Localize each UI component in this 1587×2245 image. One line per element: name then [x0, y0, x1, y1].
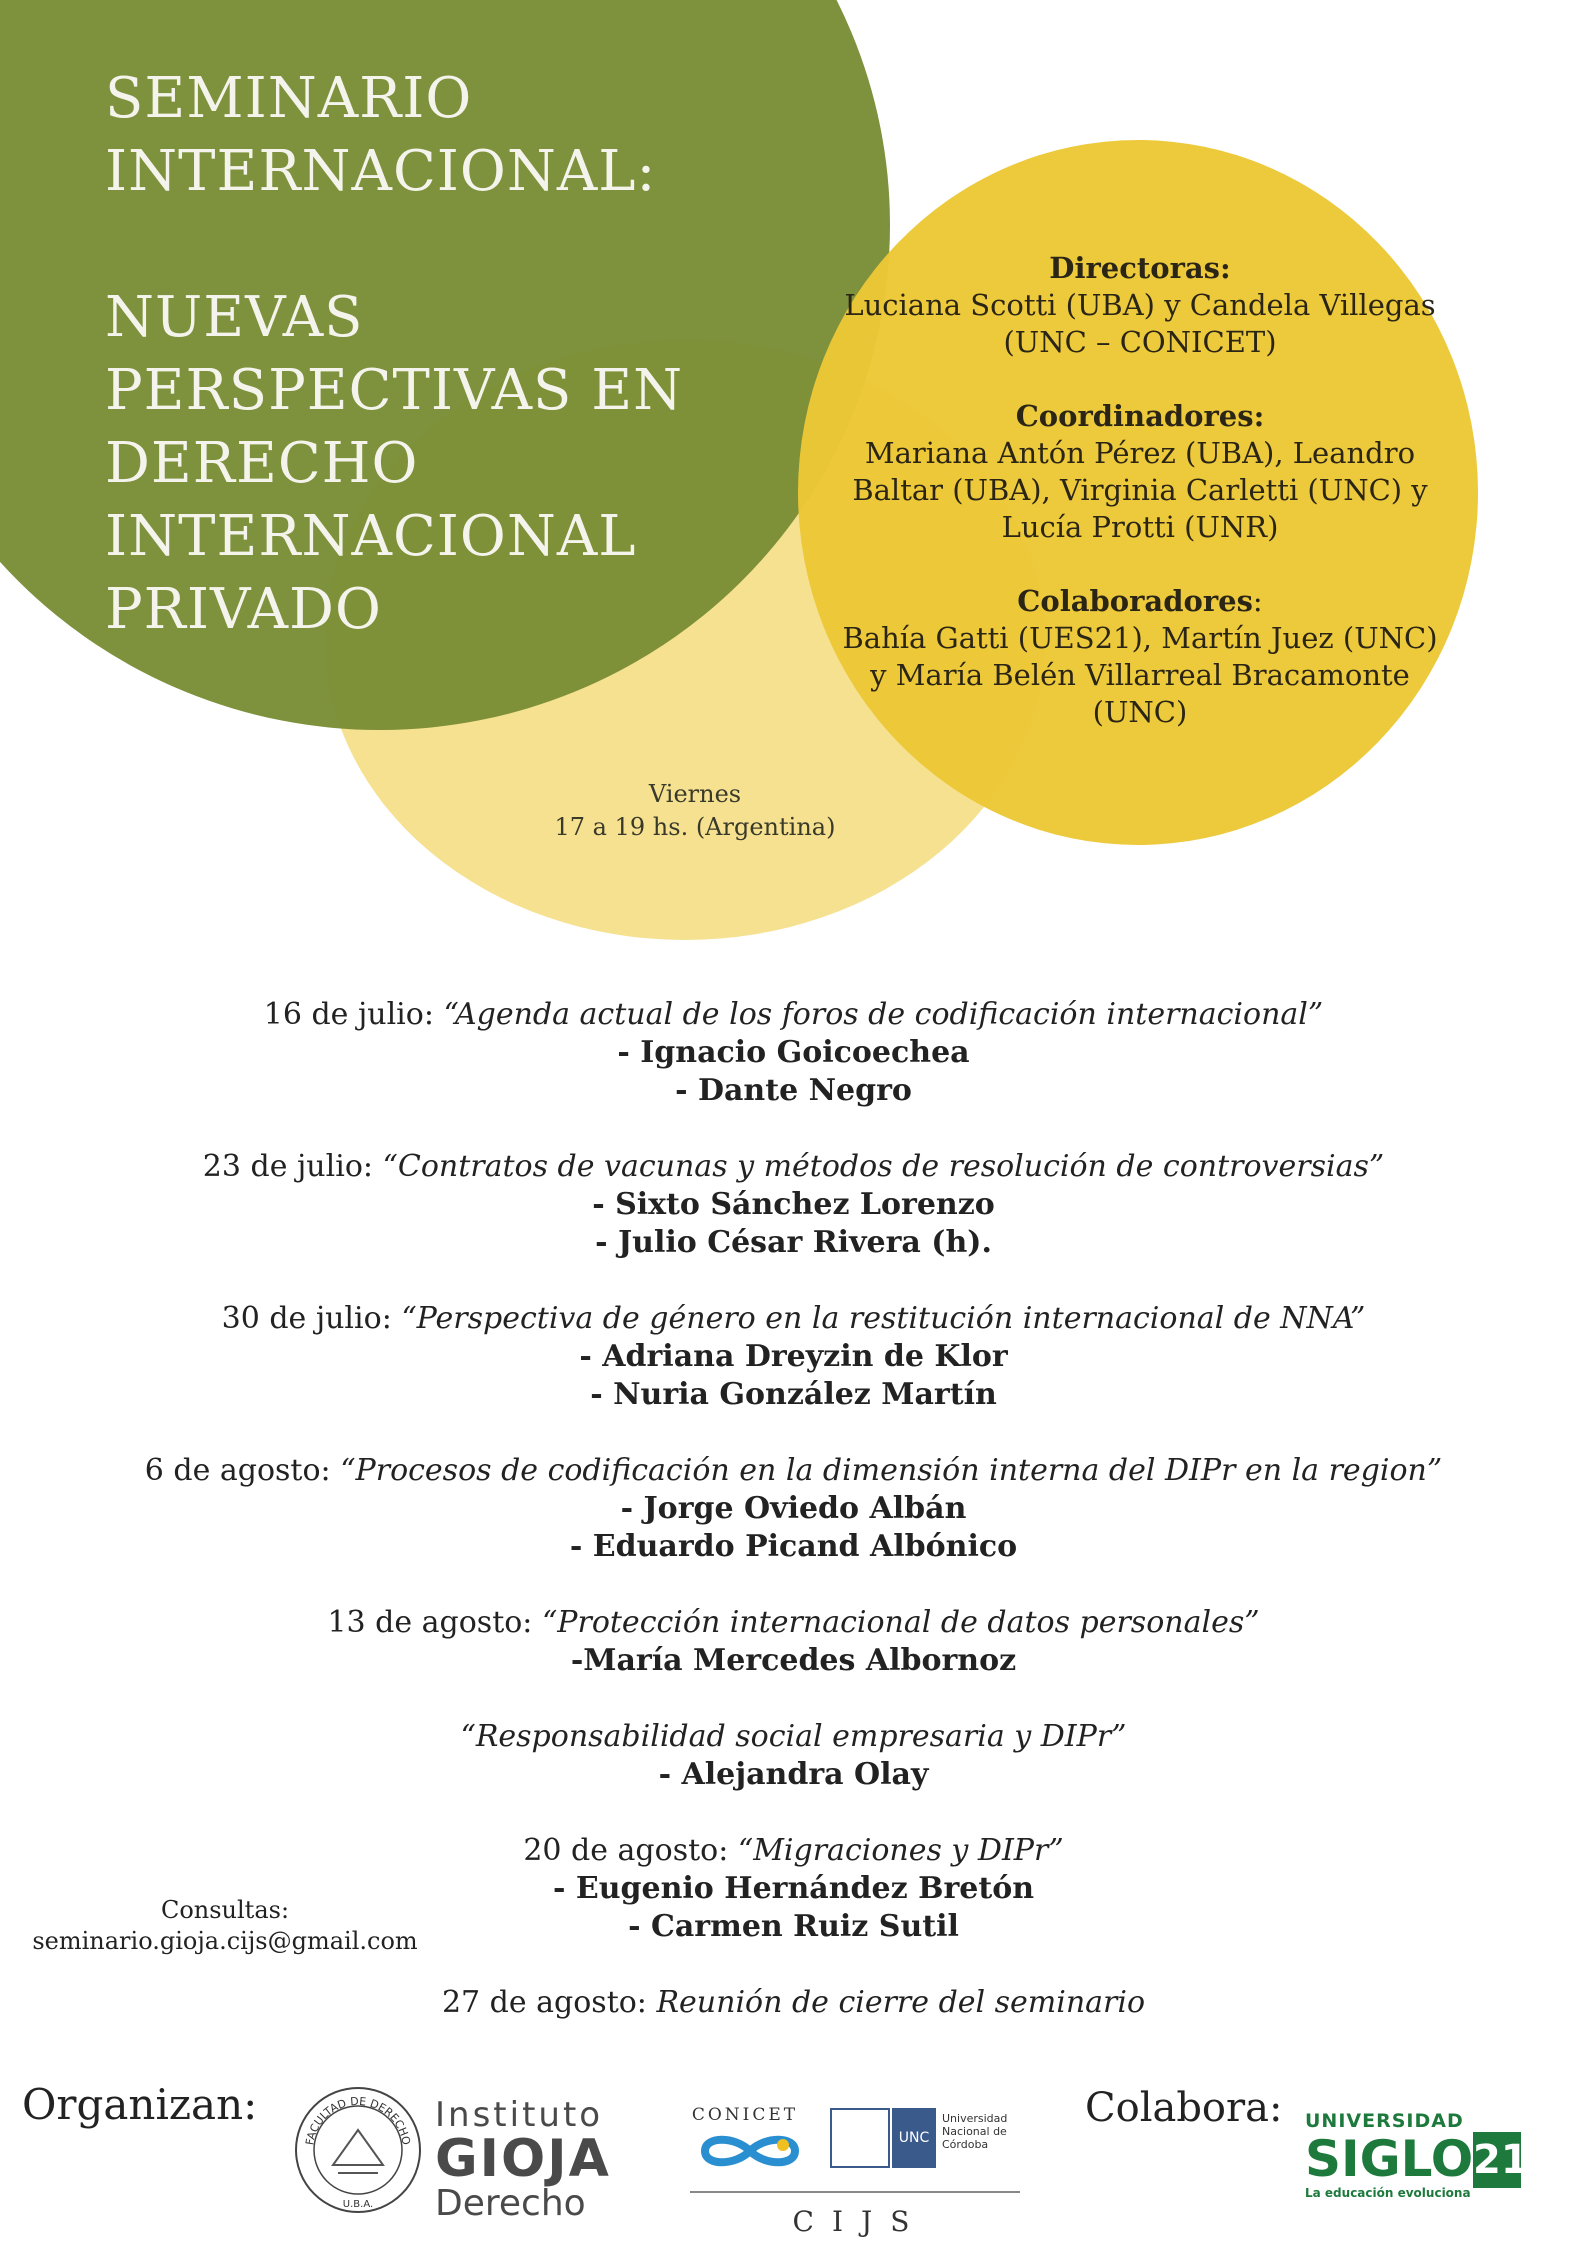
collaborators-colon: : [1252, 584, 1263, 618]
coordinators-text: Lucía Protti (UNR) [1001, 510, 1279, 544]
siglo-line1: UNIVERSIDAD [1305, 2110, 1464, 2132]
session-speaker: - Sixto Sánchez Lorenzo [592, 1187, 995, 1222]
title-line: INTERNACIONAL: [105, 139, 657, 204]
session-topic: Reunión de cierre del seminario [656, 1985, 1146, 2020]
siglo21-logo [1305, 2110, 1535, 2220]
session-topic: “Contratos de vacunas y métodos de resolución de controversias” [382, 1149, 1385, 1184]
session-item [0, 1604, 1587, 1680]
session-date: 16 de julio: [263, 997, 444, 1032]
session-date: 30 de julio: [221, 1301, 402, 1336]
session-date: 20 de agosto: [523, 1833, 738, 1868]
coordinators-heading: Coordinadores: [1015, 399, 1265, 433]
session-speaker: - Adriana Dreyzin de Klor [579, 1339, 1008, 1374]
schedule-info [545, 778, 845, 844]
directors-heading: Directoras: [1049, 251, 1231, 285]
session-date: 27 de agosto: [441, 1985, 657, 2020]
session-topic: “Responsabilidad social empresaria y DIPr” [460, 1719, 1127, 1754]
title-line: SEMINARIO [105, 66, 473, 131]
session-item [0, 1300, 1587, 1414]
session-topic: “Protección internacional de datos personales” [541, 1605, 1260, 1640]
session-item [0, 1148, 1587, 1262]
directors-text: Luciana Scotti (UBA) y Candela Villegas [844, 288, 1436, 322]
seal-bottom-text: U.B.A. [342, 2199, 374, 2210]
session-speaker: - Carmen Ruiz Sutil [628, 1909, 959, 1944]
session-date: 23 de julio: [202, 1149, 383, 1184]
unc-logo [830, 2108, 1030, 2168]
collaborator-label: Colabora: [1085, 2085, 1283, 2131]
session-topic: “Perspectiva de género en la restitución internacional de NNA” [401, 1301, 1366, 1336]
directors-block [840, 250, 1440, 361]
schedule-time: 17 a 19 hs. (Argentina) [554, 813, 836, 841]
session-item [0, 1452, 1587, 1566]
divider [690, 2191, 1020, 2193]
session-item [0, 1984, 1587, 2022]
collaborators-block [840, 583, 1440, 731]
session-speaker: - Dante Negro [675, 1073, 912, 1108]
session-speaker: - Jorge Oviedo Albán [620, 1491, 967, 1526]
session-speaker: -María Mercedes Albornoz [570, 1643, 1017, 1678]
title-line: INTERNACIONAL [105, 504, 637, 569]
session-heading [0, 1984, 1587, 2022]
contact-label: Consultas: [160, 1896, 290, 1924]
session-heading [0, 1148, 1587, 1186]
conicet-infinity-icon [695, 2131, 805, 2171]
session-heading [0, 1604, 1587, 1642]
team-credits [840, 250, 1440, 768]
seminar-title [105, 62, 745, 646]
session-date: 6 de agosto: [144, 1453, 341, 1488]
seal-text: FACULTAD DE DERECHO [303, 2094, 413, 2147]
session-speaker: - Julio César Rivera (h). [595, 1225, 992, 1260]
conicet-unc-cijs-logos [690, 2105, 1030, 2240]
session-topic: “Agenda actual de los foros de codificación internacional” [443, 997, 1324, 1032]
title-line: PERSPECTIVAS EN [105, 358, 684, 423]
gioja-line3: Derecho [435, 2183, 586, 2224]
session-heading [0, 996, 1587, 1034]
session-heading [0, 1300, 1587, 1338]
gioja-institute-logo [435, 2097, 625, 2223]
directors-text: (UNC – CONICET) [1003, 325, 1277, 359]
contact-info [15, 1895, 435, 1957]
unc-shield-icon [830, 2108, 890, 2168]
cijs-label: CIJS [792, 2205, 928, 2238]
session-speaker: - Alejandra Olay [658, 1757, 929, 1792]
session-speaker: - Eduardo Picand Albónico [569, 1529, 1018, 1564]
collaborators-text: (UNC) [1092, 695, 1188, 729]
siglo-tagline: La educación evoluciona [1305, 2186, 1471, 2200]
coordinators-block [840, 398, 1440, 546]
uba-law-seal-logo [293, 2085, 423, 2215]
coordinators-text: Mariana Antón Pérez (UBA), Leandro [864, 436, 1416, 470]
siglo-line2: SIGLO [1305, 2130, 1474, 2188]
session-item [0, 1718, 1587, 1794]
session-speaker: - Nuria González Martín [590, 1377, 997, 1412]
collaborators-text: Bahía Gatti (UES21), Martín Juez (UNC) [842, 621, 1438, 655]
session-item [0, 996, 1587, 1110]
unc-text: Universidad Nacional de Córdoba [942, 2112, 1008, 2151]
session-heading [0, 1452, 1587, 1490]
gioja-line2: GIOJA [435, 2129, 611, 2189]
collaborators-heading: Colaboradores [1017, 584, 1253, 618]
session-speaker: - Ignacio Goicoechea [617, 1035, 970, 1070]
gioja-line1: Instituto [435, 2095, 604, 2135]
session-heading [0, 1718, 1587, 1756]
coordinators-text: Baltar (UBA), Virginia Carletti (UNC) y [852, 473, 1428, 507]
organizers-label: Organizan: [22, 2080, 258, 2129]
title-line: DERECHO [105, 431, 419, 496]
conicet-label: CONICET [691, 2105, 799, 2125]
contact-email[interactable]: seminario.gioja.cijs@gmail.com [32, 1927, 418, 1955]
session-heading [0, 1832, 1587, 1870]
unc-tag: UNC [892, 2108, 936, 2168]
session-topic: “Procesos de codificación en la dimensión interna del DIPr en la region” [340, 1453, 1443, 1488]
collaborators-text: y María Belén Villarreal Bracamonte [870, 658, 1410, 692]
session-speaker: - Eugenio Hernández Bretón [552, 1871, 1035, 1906]
session-date: 13 de agosto: [327, 1605, 542, 1640]
title-line: PRIVADO [105, 577, 382, 642]
title-line: NUEVAS [105, 285, 364, 350]
siglo-number: 21 [1473, 2132, 1521, 2188]
schedule-day: Viernes [648, 780, 742, 808]
session-topic: “Migraciones y DIPr” [737, 1833, 1064, 1868]
